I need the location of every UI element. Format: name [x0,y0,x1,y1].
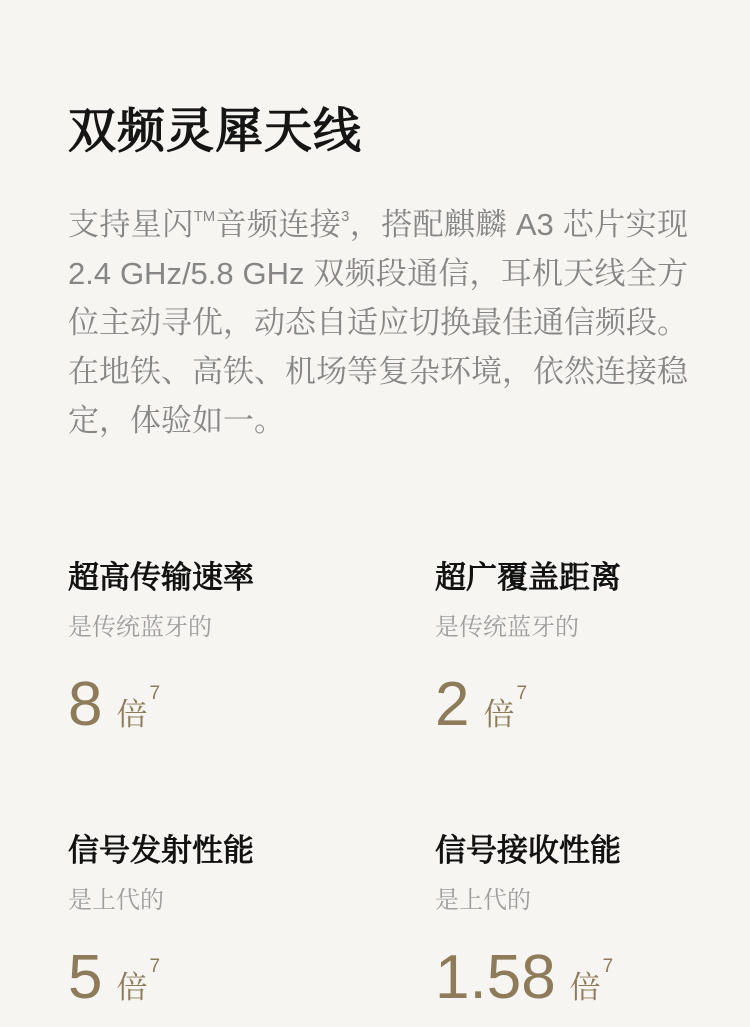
stat-value: 1.58 [435,943,556,1012]
stats-grid [68,559,686,1027]
stat-value: 5 [68,943,103,1012]
stat-block-transmission-rate [68,559,435,754]
stat-title: 超广覆盖距离 [435,560,621,595]
stat-block-receive-performance [435,832,686,1027]
section-description [68,193,688,445]
stat-value-row [435,934,686,1027]
stat-footnote-superscript: 7 [602,956,614,977]
stat-footnote-superscript: 7 [516,683,528,704]
stat-title: 超高传输速率 [68,560,254,595]
stat-sublabel: 是传统蓝牙的 [435,614,579,641]
stat-title: 信号接收性能 [435,833,621,868]
stat-title: 信号发射性能 [68,833,254,868]
description-text-part2: 音频连接 [215,207,342,242]
stat-footnote-superscript: 7 [149,683,161,704]
stat-unit: 倍 [483,697,515,732]
description-text-part1: 支持星闪 [68,207,194,242]
tm-superscript: TM [193,209,216,225]
stat-unit: 倍 [569,970,601,1005]
stat-sublabel: 是上代的 [68,887,164,914]
stat-unit: 倍 [116,970,148,1005]
stat-value-row [68,661,435,754]
stat-value: 2 [435,670,470,739]
footnote-3-superscript: 3 [341,209,350,225]
description-text-part3: ，搭配麒麟 A3 芯片实现 2.4 GHz/5.8 GHz 双频段通信，耳机天线全方位主动寻优，动态自适应切换最佳通信频段。在地铁、高铁、机场等复杂环境，依然连接稳定，体验如一。 [68,207,689,438]
stat-value-row [68,934,435,1027]
stat-unit: 倍 [116,697,148,732]
stat-value: 8 [68,670,103,739]
section-title: 双频灵犀天线 [68,105,363,158]
stat-value-row [435,661,686,754]
stat-sublabel: 是传统蓝牙的 [68,614,212,641]
stat-footnote-superscript: 7 [149,956,161,977]
stat-block-coverage-distance [435,559,686,754]
stat-sublabel: 是上代的 [435,887,531,914]
stat-block-transmit-performance [68,832,435,1027]
